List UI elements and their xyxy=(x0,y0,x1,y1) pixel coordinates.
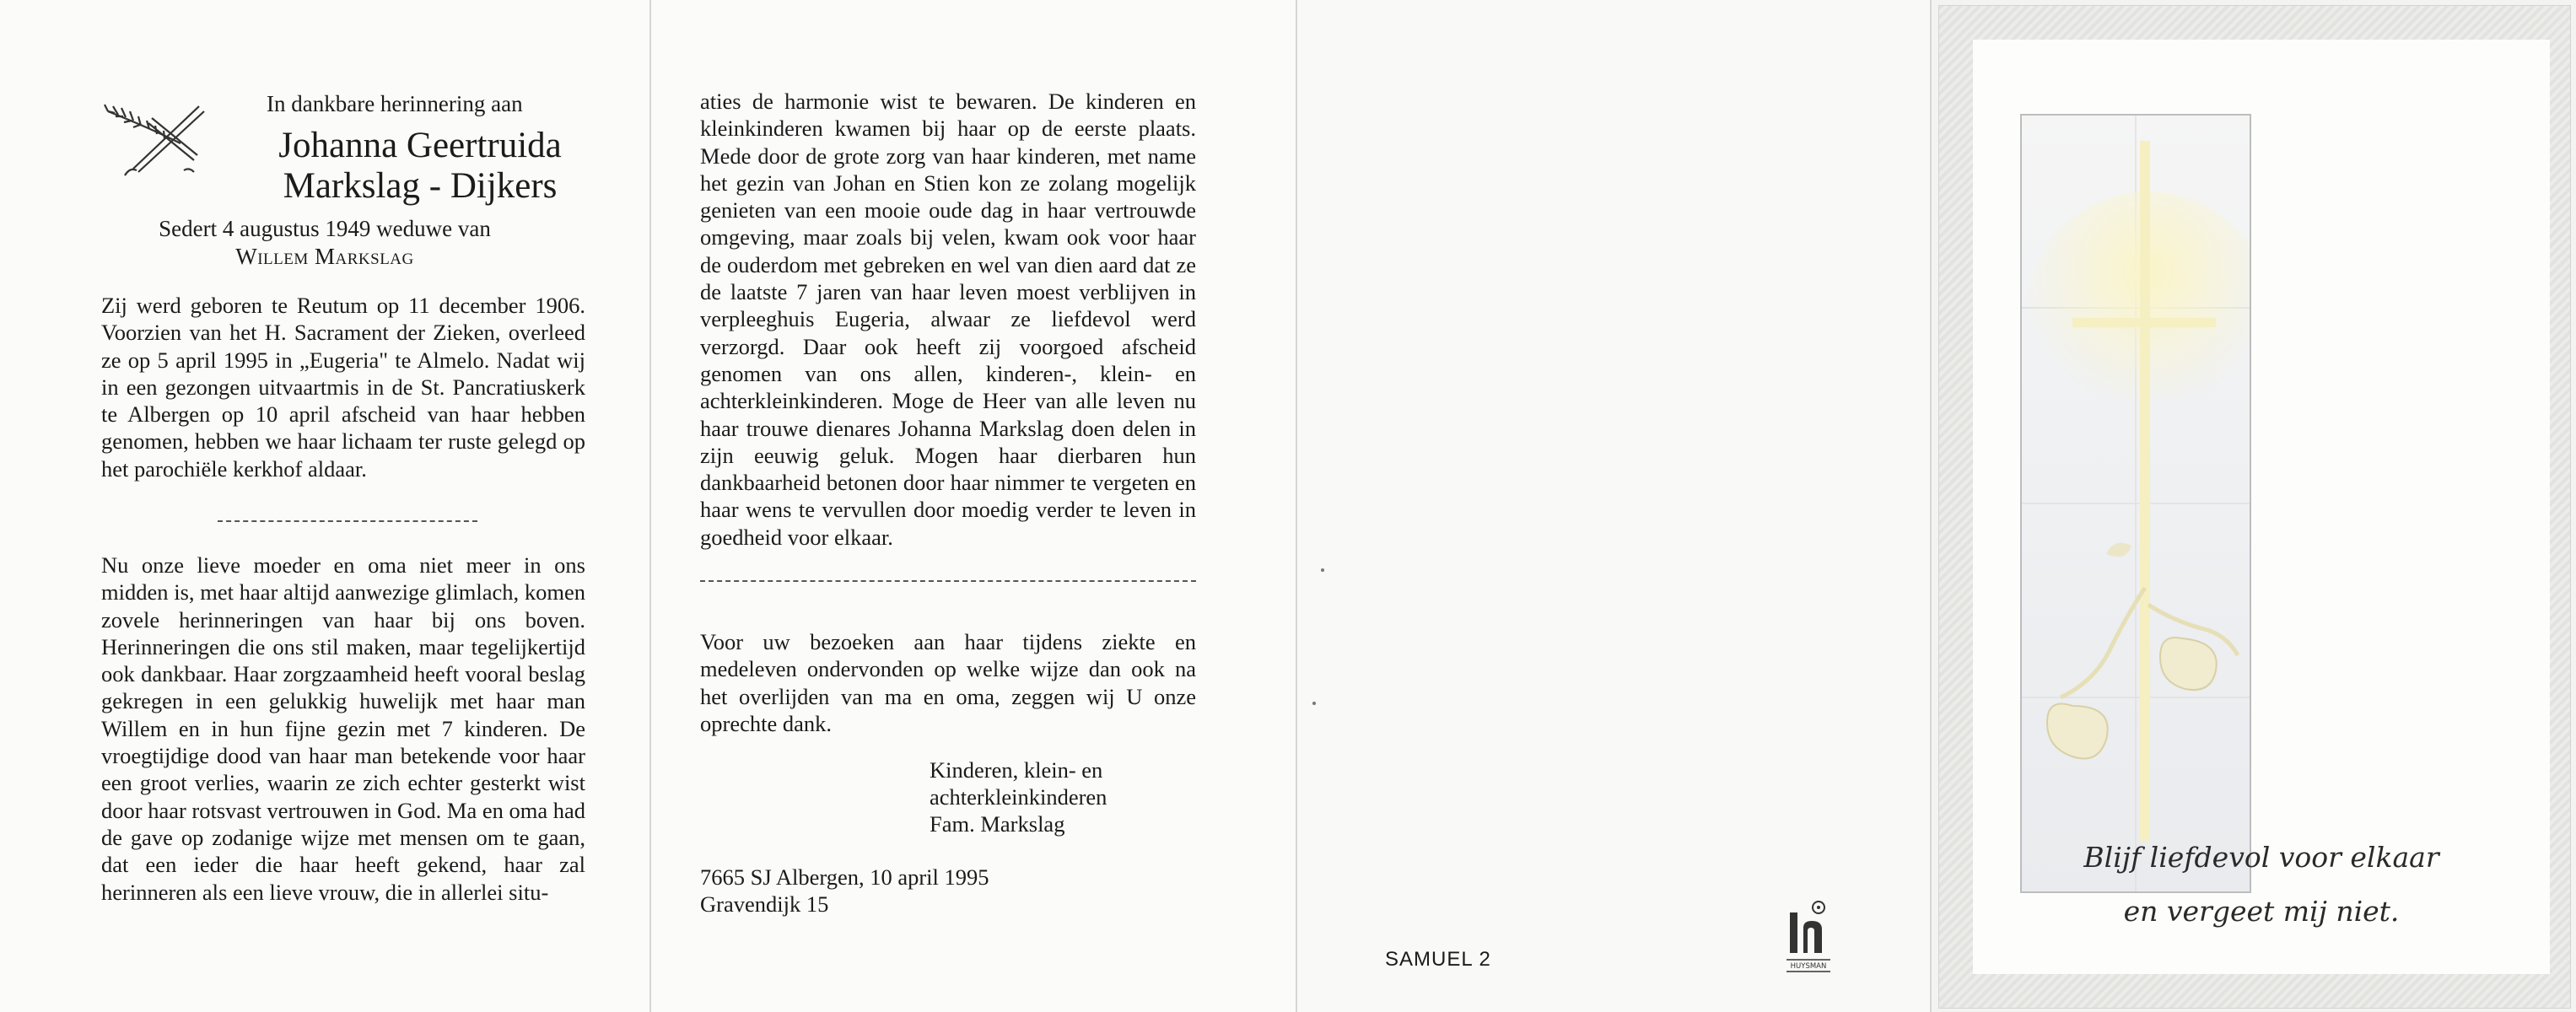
deceased-name-line1: Johanna Geertruida xyxy=(278,126,562,165)
cross-palm-icon xyxy=(100,94,226,187)
signature-block xyxy=(930,756,1107,837)
signature-line: Kinderen, klein- en xyxy=(930,757,1103,783)
biography-paragraph: Zij werd geboren te Reutum op 11 december 1906. Voorzien van het H. Sacrament der Zieken, overleed ze op 5 april 1995 in „Eugeria" te Almelo. Nadat wij in een gezongen uitvaartmis in de St. Pancratiuskerk te Albergen op 10 april afscheid van haar hebben genomen, hebben we haar lichaam ter ruste gelegd op het parochiële kerkhof aldaar. xyxy=(101,293,585,482)
card-frame xyxy=(1938,5,2571,1009)
continuation-paragraph: aties de harmonie wist te bewaren. De kinderen en kleinkinderen kwamen bij haar op de eerste plaats. Mede door de grote zorg van haar kinderen, met name het gezin van Johan en Stien kon ze zolang mogelijk genieten van een mooie oude dag in haar vertrouwde omgeving, maar zoals bij velen, kwam ook voor haar de ouderdom met gebreken en wel van dien aard dat ze de laatste 7 jaren van haar leven moest verblijven in verpleeghuis Eugeria, alwaar ze liefdevol werd verzorgd. Daar ook heeft zij voorgoed afscheid genomen van ons allen, kinderen-, klein- en achterkleinkinderen. Moge de Heer van alle leven nu haar trouwe dienares Johanna Markslag doen delen in zijn eeuwig geluk. Mogen haar dierbaren hun dankbaarheid betonen door haar nimmer te vergeten en haar wens te vervullen door moedig verder te leven in goedheid voor elkaar. xyxy=(700,89,1196,550)
verse-line-1: Blijf liefdevol voor elkaar xyxy=(2083,841,2439,874)
husband-name: Willem Markslag xyxy=(235,244,414,269)
intro-text: In dankbare herinnering aan xyxy=(267,91,523,116)
paper-speck xyxy=(1321,568,1324,572)
window-cross-illustration xyxy=(2020,114,2251,893)
dashed-divider xyxy=(218,520,477,522)
card-back-page xyxy=(1297,0,1930,1012)
holy-card-front xyxy=(1932,0,2576,1012)
widow-statement xyxy=(0,215,649,271)
card-page-right-text xyxy=(651,0,1296,1012)
deceased-name-line2: Markslag - Dijkers xyxy=(283,166,558,206)
card-panel xyxy=(1973,40,2550,974)
widow-line: Sedert 4 augustus 1949 weduwe van xyxy=(159,216,491,241)
huysman-logo-icon xyxy=(1785,899,1832,975)
thanks-paragraph: Voor uw bezoeken aan haar tijdens ziekte en medeleven ondervonden op welke wijze dan ook na het overlijden van ma en oma, zeggen wij U onze oprechte dank. xyxy=(700,629,1196,736)
verse-line-2: en vergeet mij niet. xyxy=(2123,895,2400,928)
address-block xyxy=(700,864,989,918)
card-page-left xyxy=(0,0,649,1012)
address-line: Gravendijk 15 xyxy=(700,891,829,917)
memory-paragraph: Nu onze lieve moeder en oma niet meer in ons midden is, met haar altijd aanwezige glimlach, komen zovele herinneringen van haar bij ons boven. Herinneringen die ons stil maken, maar tegelijkertijd ook dankbaar. Haar zorgzaamheid heeft vooral beslag gekregen in een gelukkig huwelijk met haar man Willem en in hun fijne gezin met 7 kinderen. De vroegtijdige dood van haar man betekende voor haar een groot verlies, waarin ze zich echter gesterkt wist door haar rotsvast vertrouwen in God. Ma en oma had de gave op zodanige wijze met mensen om te gaan, dat een ieder die haar heeft gekend, haar zal herinneren als een lieve vrouw, die in allerlei situ- xyxy=(101,552,586,905)
paper-speck xyxy=(1312,702,1316,705)
dashed-divider xyxy=(700,580,1196,582)
printer-name: HUYSMAN xyxy=(1790,962,1827,971)
signature-line: achterkleinkinderen xyxy=(930,784,1107,810)
address-line: 7665 SJ Albergen, 10 april 1995 xyxy=(700,864,989,890)
card-model-code: SAMUEL 2 xyxy=(1385,948,1491,971)
signature-line: Fam. Markslag xyxy=(930,811,1065,837)
